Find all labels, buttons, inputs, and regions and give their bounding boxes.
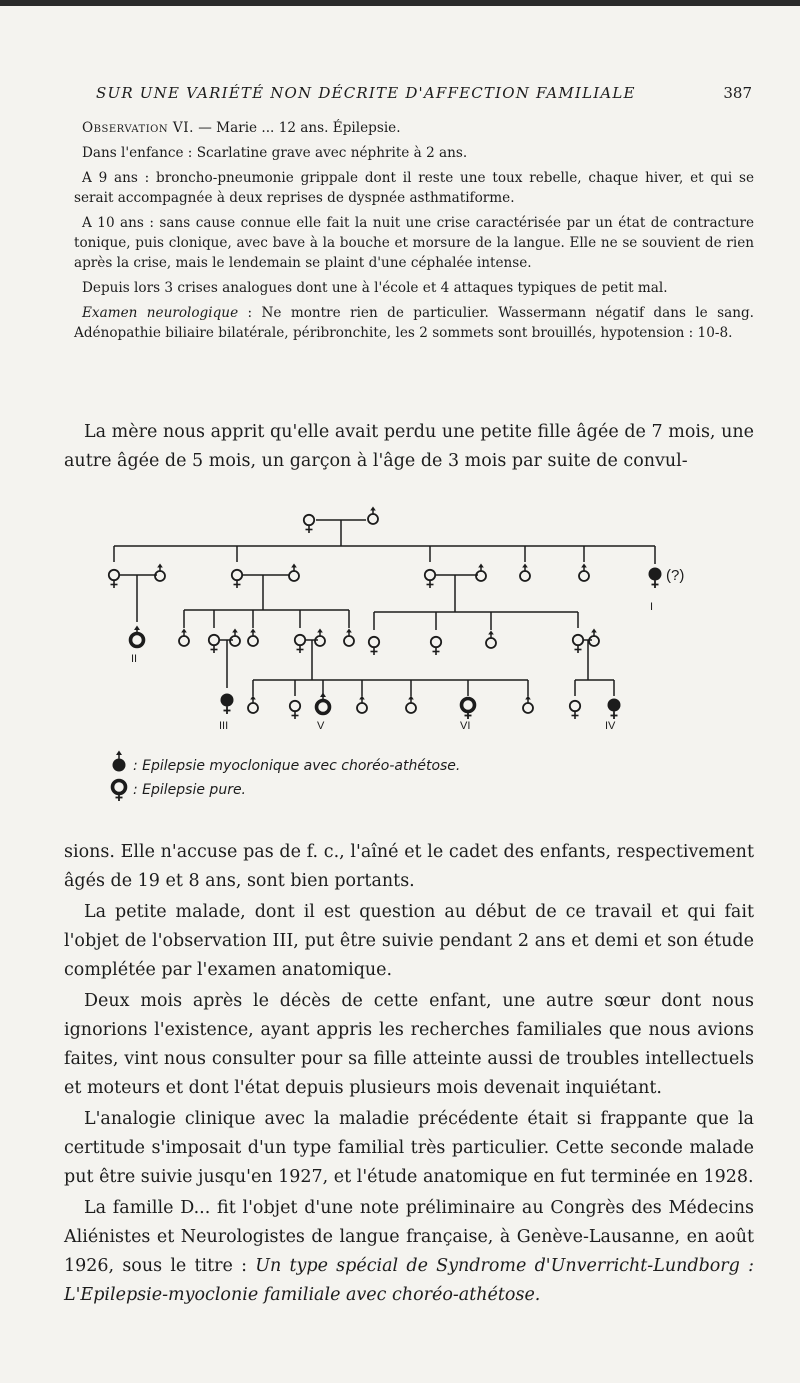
case-I-symbol [649,568,662,589]
gen2-b4-symbol [295,635,305,653]
case-III-symbol [221,694,234,715]
case-VI-symbol [462,699,475,720]
gen3-2-symbol [290,701,300,719]
case-I-label: I [650,601,654,613]
case-VI-label: VI [460,720,471,732]
intro-paragraph-block [64,418,754,478]
case-II-symbol [131,626,144,647]
gen3-1-symbol [248,696,258,714]
observation-block [74,118,754,348]
page-number: 387 [723,84,752,102]
gen2-b2-symbol [209,635,219,653]
case-III-label: III [219,720,229,732]
pedigree-chart [0,500,800,830]
exam-text: : Ne montre rien de particulier. Wassermann négatif dans le sang. Adénopathie biliaire bilatérale, péribronchite, les 2 sommets sont brouillés, hypotension : 10-8. [74,305,754,341]
intro-paragraph: La mère nous apprit qu'elle avait perdu une petite fille âgée de 7 mois, une autre âgée de 5 mois, un garçon à l'âge de 3 mois par suite de convul- [64,422,754,471]
observation-line: Depuis lors 3 crises analogues dont une à l'école et 4 attaques typiques de petit mal. [82,280,668,296]
gen1-spouse-b-symbol [289,564,299,582]
gen2-c3-symbol [486,631,496,649]
last-paragraph-text: La famille D... fit l'objet d'une note préliminaire au Congrès des Médecins Aliénistes et Neurologistes de langue française, à Genève-Lausanne, en août 1926, sous le titre : [64,1198,754,1276]
observation-line: Dans l'enfance : Scarlatine grave avec néphrite à 2 ans. [82,145,468,161]
case-I-question-label: (?) [666,567,685,584]
gen2-b1-symbol [179,629,189,647]
gen2-b2-spouse-symbol [230,629,240,647]
observation-heading [74,118,754,138]
observation-title: Observation VI. [82,120,194,136]
gen1-daughter-c-symbol [425,570,435,588]
case-IV-label: IV [605,720,616,732]
gen3-c1-symbol [570,701,580,719]
case-V-label: V [317,720,325,732]
observation-line: A 10 ans : sans cause connue elle fait la nuit une crise caractérisée par un état de contracture tonique, puis clonique, avec bave à la bouche et morsure de la langue. Elle ne se souvient de rien après la crise, mais le lendemain se plaint d'une céphalée intense. [74,215,754,271]
body-paragraph: La petite malade, dont il est question au début de ce travail et qui fait l'objet de l'observation III, put être suivie pendant 2 ans et demi et son étude complétée par l'examen anatomique. [64,902,754,980]
last-paragraph-title: Un type spécial de Syndrome d'Unverricht-Lundborg : L'Epilepsie-myoclonie familiale avec choréo-athétose. [64,1256,754,1305]
case-II-label: II [131,653,138,665]
gen1-spouse-c-symbol [476,564,486,582]
page-top-edge [0,0,800,6]
gen0-mother-symbol [304,515,314,533]
body-paragraph: sions. Elle n'accuse pas de f. c., l'aîné et le cadet des enfants, respectivement âgés de 19 et 8 ans, sont bien portants. [64,842,754,891]
legend-pure-symbol [113,781,126,802]
gen1-son-d-symbol [520,564,530,582]
running-head [96,84,752,102]
pedigree-lines [114,520,655,696]
case-V-symbol [317,693,330,714]
gen2-c4-spouse-symbol [589,629,599,647]
case-IV-symbol [608,699,621,720]
body-paragraph: Deux mois après le décès de cette enfant, une autre sœur dont nous ignorions l'existence, ayant appris les recherches familiales que nous avions faites, vint nous consulter pour sa fille atteinte aussi de troubles intellectuels et moteurs et dont l'état depuis plusieurs mois devenait inquiétant. [64,991,754,1098]
gen0-father-symbol [368,507,378,525]
gen2-b3-symbol [248,629,258,647]
gen1-spouse-a-symbol [155,564,165,582]
gen1-daughter-b-symbol [232,570,242,588]
exam-label: Examen neurologique [82,305,239,321]
legend-myoclonic-symbol [113,751,126,772]
gen2-b5-symbol [344,629,354,647]
legend-pure-text: : Epilepsie pure. [133,782,247,798]
observation-line: A 9 ans : broncho-pneumonie grippale dont il reste une toux rebelle, chaque hiver, et qui se serait accompagnée à deux reprises de dyspnée asthmatiforme. [74,170,754,206]
body-paragraph: L'analogie clinique avec la maladie précédente était si frappante que la certitude s'imposait d'un type familial très particulier. Cette seconde malade put être suivie jusqu'en 1927, et l'étude anatomique en fut terminée en 1928. [64,1109,754,1187]
gen1-daughter-a-symbol [109,570,119,588]
body-text-block [64,838,754,1312]
neurological-exam [74,303,754,343]
running-head-title: SUR UNE VARIÉTÉ NON DÉCRITE D'AFFECTION FAMILIALE [96,84,636,102]
legend-myoclonic-text: : Epilepsie myoclonique avec choréo-athétose. [133,758,461,774]
gen3-5-symbol [406,696,416,714]
gen3-4-symbol [357,696,367,714]
gen3-7-symbol [523,696,533,714]
gen2-b4-spouse-symbol [315,629,325,647]
gen1-son-e-symbol [579,564,589,582]
last-paragraph [64,1194,754,1310]
gen2-c1-symbol [369,637,379,655]
gen2-c2-symbol [431,637,441,655]
gen2-c4-symbol [573,635,583,653]
observation-subject: — Marie ... 12 ans. Épilepsie. [193,120,401,136]
